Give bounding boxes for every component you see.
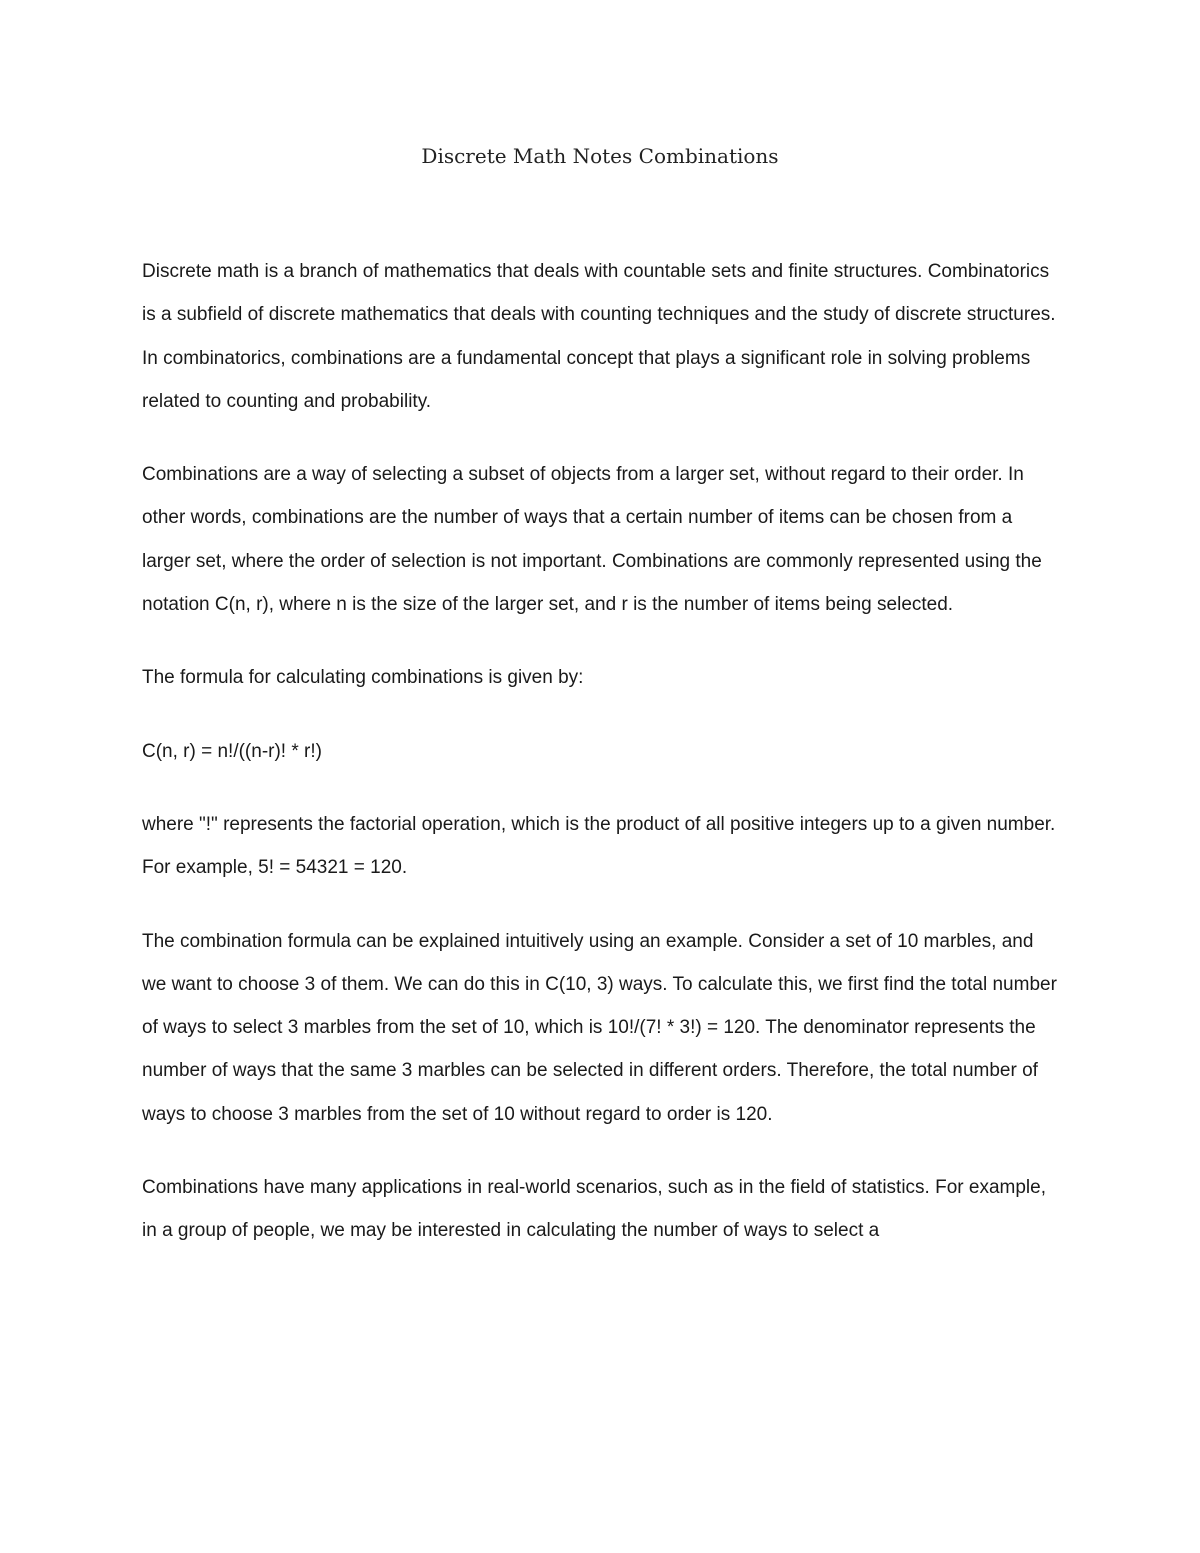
paragraph-definition: Combinations are a way of selecting a subset of objects from a larger set, without regard to their order. In other words, combinations are the number of ways that a certain number of items can be chosen from a larger set, where the order of selection is not important. Combinations are commonly represented using the notation C(n, r), where n is the size of the larger set, and r is the number of items being selected. [142, 464, 1042, 616]
paragraph-applications: Combinations have many applications in real-world scenarios, such as in the field of statistics. For example, in a group of people, we may be interested in calculating the number of ways to select a [142, 1177, 1046, 1242]
formula-line: C(n, r) = n!/((n-r)! * r!) [142, 740, 322, 762]
document-title: Discrete Math Notes Combinations [421, 144, 779, 168]
paragraph-intro: Discrete math is a branch of mathematics that deals with countable sets and finite structures. Combinatorics is a subfield of discrete mathematics that deals with counting techniques and the study of discrete structures. In combinatorics, combinations are a fundamental concept that plays a significant role in solving problems related to counting and probability. [142, 261, 1056, 412]
paragraph-factorial: where "!" represents the factorial operation, which is the product of all positive integers up to a given number. For example, 5! = 54321 = 120. [142, 813, 1056, 879]
paragraph-example: The combination formula can be explained intuitively using an example. Consider a set of 10 marbles, and we want to choose 3 of them. We can do this in C(10, 3) ways. To calculate this, we first find the total number of ways to select 3 marbles from the set of 10, which is 10!/(7! * 3!) = 120. The denominator represents the number of ways that the same 3 marbles can be selected in different orders. Therefore, the total number of ways to choose 3 marbles from the set of 10 without regard to order is 120. [142, 930, 1057, 1125]
document-body [142, 250, 1062, 1283]
paragraph-formula-intro: The formula for calculating combinations is given by: [142, 667, 584, 689]
